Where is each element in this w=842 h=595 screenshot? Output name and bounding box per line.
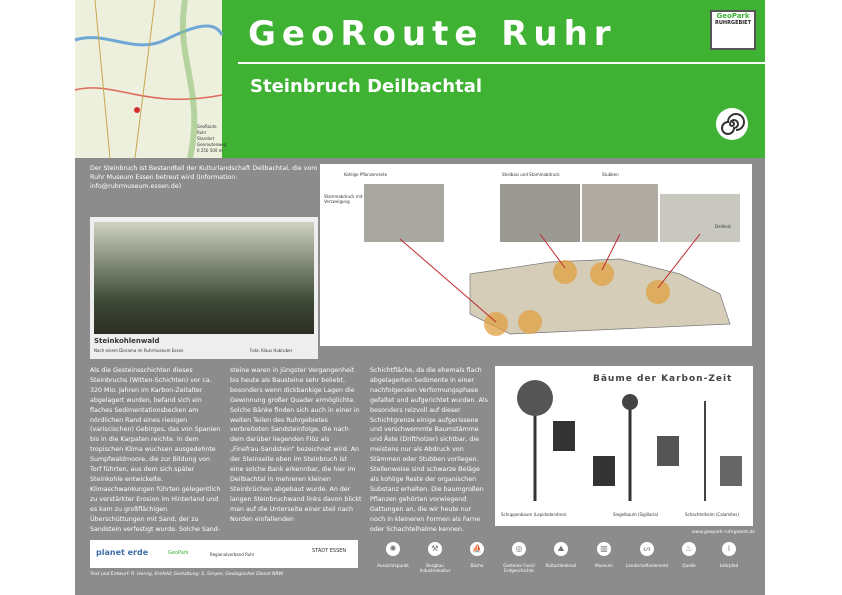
page-subtitle: Steinbruch Deilbachtal <box>250 76 483 97</box>
location-map <box>75 0 227 158</box>
photo-credit: Foto: Klaus Hubruber <box>250 348 293 353</box>
sponsor-geopark: GeoPark <box>168 550 189 556</box>
tree-label-2: Siegelbaum (Sigillaria) <box>613 512 659 517</box>
text-column-2: steine waren in jüngster Vergangenheit bis heute als Bausteine sehr beliebt, besonders wenn dickbankige Lagen die Gewinnung großer Quader ermöglichte. Solche Bänke finden sich auch in einer in weiten Teilen des Ruhrgebietes verbreiteten Sandsteinfolge, die nach dem darüber liegenden Flöz als „Finefrau-Sandstein“ bezeichnet wird. An der Steinseite oben im Steinbruch ist eine solche Bank erkennbar, die hier im Deilbachtal in mehreren kleinen Steinbrüchen abgebaut wurde. An der langen Steinbruchwand links davon blickt man auf die Unterseite einer steil nach Norden einfallenden <box>230 367 362 523</box>
sponsor-rvr: Regionalverband Ruhr <box>210 552 255 557</box>
tree-label-3: Schachtelhalm (Calamites) <box>685 512 739 517</box>
footer-icon-label: Lehrpfad <box>719 563 739 568</box>
sun-icon: ✺ <box>386 542 400 556</box>
figure-label-stem: Stammabdruck mit Verzweigung <box>324 194 363 204</box>
mining-icon: ⚒ <box>428 542 442 556</box>
geology-figure <box>320 164 752 346</box>
footer-icon-label: Gesteine Fossil Erdgeschichte <box>503 563 535 573</box>
photo-caption: Steinkohlenwald <box>94 337 160 345</box>
text-column-1: Als die Gesteinsschichten dieses Steinbruchs (Witten-Schichten) vor ca. 320 Mio. Jahren im Karbon-Zeitalter abgelagert wurden, befand sich ein flaches Sedimentationsbecken am nördlichen Rand eines riesigen (variscischen) Gebirges, das von Spanien bis in die Karpaten reichte. In dem tropischen Klima wuchsen ausgedehnte Sumpfwaldmoore, die zur Bildung von Torf führten, aus dem sich später Steinkohle entwickelte. Klimaschwankungen führten gelegentlich zu verstärkter Erosion im Hinterland und es kam zu großflächigen Überschüttungen mit Sand, der zu Sandstein verfestigt wurde. Solche Sand- <box>90 367 221 533</box>
text-column-3: Schichtfläche, da die ehemals flach abgelagerten Sedimente in einer nachfolgenden Verformungsphase gefaltet und aufgerichtet wurden. Als besonders reizvoll auf dieser Schichtgrenze einige aufgerissene und verschwemmte Baumstämme und Äste (Driftholzer) sichtbar, die meistens nur als Abdruck von Stämmen oder Stubben vorliegen. Stellenweise sind schwarze Beläge als kohlige Reste der organischen Substanz erhalten. Die baumgroßen Pflanzen gehörten vorwiegend Gattungen an, die wir heute nur noch in kleineren Formen als Farne oder Schachtelhalme kennen. <box>370 367 488 533</box>
footer-credit: Text und Entwurf: R. Hemig, Krefeld; Gestaltung: S. Simper, Geologischer Dienst NRW <box>90 572 284 577</box>
museum-icon: ▥ <box>597 542 611 556</box>
diorama-photo <box>90 217 318 359</box>
sponsor-planet-erde: planet erde <box>96 548 149 557</box>
footer-icon-label: Quelle <box>682 563 696 568</box>
sponsor-logos <box>90 540 358 568</box>
footer-icon-label: Bergbau Industriekultur <box>419 563 451 573</box>
spring-icon: ♨ <box>682 542 696 556</box>
page-title: GeoRoute Ruhr <box>248 14 617 54</box>
observation-icon: ᔕ <box>640 542 654 556</box>
sponsor-essen: STADT ESSEN <box>312 548 347 554</box>
spiral-icon: ◎ <box>512 542 526 556</box>
photo-source: Nach einem Diorama im Ruhrmuseum Essen <box>94 348 184 353</box>
figure-label-deilholz: Deilholz <box>715 224 731 229</box>
footer-icon-label: Landschaftselement <box>625 563 669 568</box>
spiral-icon <box>716 108 748 140</box>
figure-label-stubben: Stubben <box>602 172 619 177</box>
footer-icon-label: Bäche <box>470 563 484 568</box>
boat-icon: ⛵ <box>470 542 484 556</box>
trees-title: Bäume der Karbon-Zeit <box>593 374 733 384</box>
footer-icon-label: Museum <box>595 563 613 568</box>
geopark-logo: GeoPark RUHRGEBIET <box>710 10 756 50</box>
tree-label-1: Schuppenbaum (Lepidodendron) <box>501 512 567 517</box>
header-divider <box>238 62 765 64</box>
map-legend: GeoRoute Ruhr Standort Georoutenweg 0 250 500 m <box>197 124 227 153</box>
forest-diorama-image <box>94 222 314 334</box>
landscape-icon: ⛰ <box>554 542 568 556</box>
website-url[interactable]: www.geopark-ruhrgebiet.de <box>692 530 755 535</box>
footer-icon-label: Aussichtspunkt <box>377 563 409 568</box>
trees-illustration <box>495 366 753 526</box>
intro-text: Der Steinbruch ist Bestandteil der Kulturlandschaft Deilbachtal, die vom Ruhr Museum Essen betreut wird (Information: info@ruhrmuseum.essen.de) <box>90 165 318 190</box>
info-icon: ⅰ <box>722 542 736 556</box>
footer-icon-label: Kulturdenkmal <box>545 563 577 568</box>
figure-label-stielbasi: Stielbasi und Stammabdruck <box>502 172 560 177</box>
figure-label-plant-remains: Kohlige Pflanzenreste <box>344 172 388 177</box>
